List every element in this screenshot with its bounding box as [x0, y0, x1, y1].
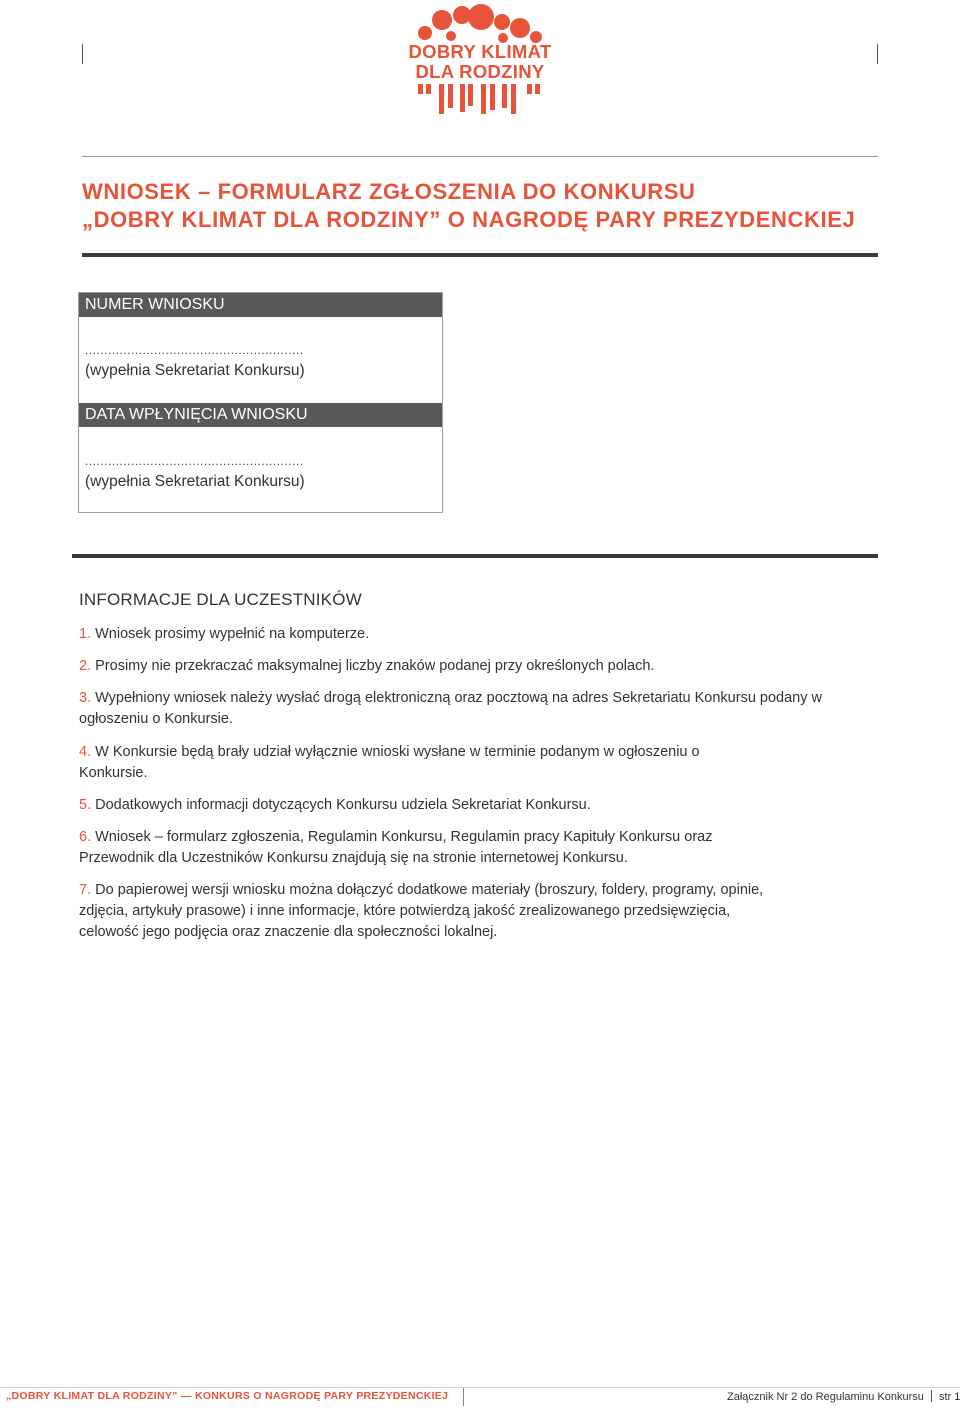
list-item-text: W Konkursie będą brały udział wyłącznie wnioski wysłane w terminie podanym w ogłoszeniu o Konkursie.	[79, 744, 700, 781]
list-item-number: 1.	[79, 626, 92, 642]
list-item-text: Wniosek prosimy wypełnić na komputerze.	[95, 626, 370, 642]
data-wplyniecia-note: (wypełnia Sekretariat Konkursu)	[85, 473, 305, 490]
footer-title: „DOBRY KLIMAT DLA RODZINY” — KONKURS O NAGRODĘ PARY PREZYDENCKIEJ	[6, 1390, 449, 1402]
list-item	[79, 880, 784, 943]
list-item	[79, 624, 839, 645]
numer-wniosku-note: (wypełnia Sekretariat Konkursu)	[85, 362, 305, 379]
page-title-line1: WNIOSEK – FORMULARZ ZGŁOSZENIA DO KONKURSU	[82, 179, 696, 204]
list-item-number: 6.	[79, 829, 92, 845]
footer-inline-separator	[931, 1390, 932, 1402]
list-item-text: Do papierowej wersji wniosku można dołączyć dodatkowe materiały (broszury, foldery, programy, opinie, zdjęcia, artykuły prasowe) i inne informacje, które potwierdzą jakość zrealizowanego przedsięwzięcia, celowość jego podjęcia oraz znaczenie dla społeczności lokalnej.	[79, 882, 764, 940]
divider-thick	[72, 554, 878, 558]
list-item	[79, 688, 839, 730]
numer-wniosku-field[interactable]: .........................................................	[85, 343, 304, 357]
footer-divider	[0, 1387, 960, 1388]
list-item	[79, 742, 769, 784]
footer-attachment-label	[727, 1390, 960, 1403]
footer-separator	[463, 1388, 464, 1406]
data-wplyniecia-field[interactable]: .........................................................	[85, 454, 304, 468]
list-item-text: Wniosek – formularz zgłoszenia, Regulamin Konkursu, Regulamin pracy Kapituły Konkursu oraz Przewodnik dla Uczestników Konkursu znajdują się na stronie internetowej Konkursu.	[79, 829, 713, 866]
list-item	[79, 795, 839, 816]
list-item-number: 5.	[79, 797, 92, 813]
crop-mark-right	[877, 44, 878, 64]
numer-wniosku-label: NUMER WNIOSKU	[79, 293, 442, 317]
page-title-line2: „DOBRY KLIMAT DLA RODZINY” O NAGRODĘ PARY PREZYDENCKIEJ	[82, 207, 856, 232]
divider	[82, 156, 878, 157]
data-wplyniecia-label: DATA WPŁYNIĘCIA WNIOSKU	[79, 403, 442, 427]
divider-thick	[82, 253, 878, 257]
list-item-text: Dodatkowych informacji dotyczących Konkursu udziela Sekretariat Konkursu.	[95, 797, 591, 813]
list-item	[79, 656, 839, 677]
footer-attachment-text: Załącznik Nr 2 do Regulaminu Konkursu	[727, 1391, 924, 1403]
logo-text-line1: DOBRY KLIMAT	[408, 41, 552, 62]
section-heading: INFORMACJE DLA UCZESTNIKÓW	[79, 590, 362, 609]
crop-mark-left	[82, 44, 83, 64]
application-info-box	[78, 292, 443, 513]
list-item-text: Prosimy nie przekraczać maksymalnej liczby znaków podanej przy określonych polach.	[95, 658, 655, 674]
list-item-text: Wypełniony wniosek należy wysłać drogą elektroniczną oraz pocztową na adres Sekretariatu Konkursu podany w ogłoszeniu o Konkursie.	[79, 690, 822, 727]
list-item-number: 4.	[79, 744, 92, 760]
list-item-number: 7.	[79, 882, 92, 898]
logo	[405, 0, 555, 120]
list-item-number: 2.	[79, 658, 92, 674]
list-item-number: 3.	[79, 690, 92, 706]
list-item	[79, 827, 779, 869]
page-number: str 1	[939, 1391, 960, 1403]
logo-text-line2: DLA RODZINY	[415, 61, 545, 82]
